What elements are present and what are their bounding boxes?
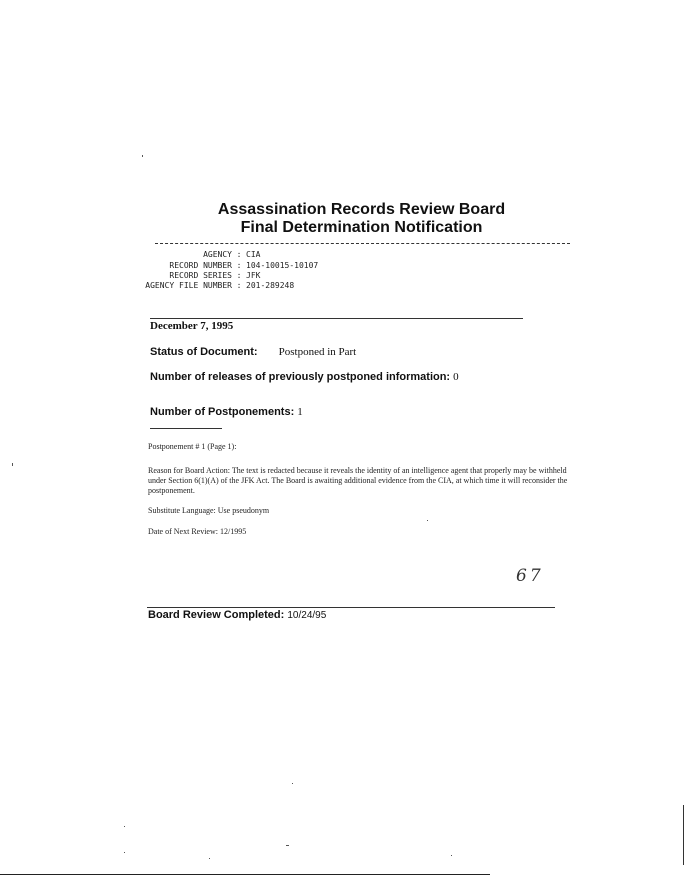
postponement-heading: Postponement # 1 (Page 1): [148, 442, 237, 451]
status-label: Status of Document: [150, 346, 258, 358]
scan-speck [427, 520, 428, 521]
document-date: December 7, 1995 [150, 320, 234, 332]
postponements-label: Number of Postponements: [150, 406, 295, 418]
handwritten-page-number: 67 [516, 566, 544, 586]
status-row [150, 346, 356, 358]
record-agency-value: CIA [246, 250, 261, 259]
record-agency-row: AGENCY : CIA [122, 249, 260, 260]
releases-value: 0 [453, 371, 459, 383]
scan-speck [292, 783, 293, 784]
document-title: Assassination Records Review Board [217, 201, 506, 218]
date-rule [150, 318, 523, 319]
record-agency-label: AGENCY [203, 250, 232, 259]
postponement-reason: Reason for Board Action: The text is redacted because it reveals the identity of an intelligence agent that properly may be withheld under Section 6(1)(A) of the JFK Act. The Board is awaiting additional evidence from the CIA, at which time it will reconsider the postponement. [148, 466, 568, 495]
record-series-label: RECORD SERIES [169, 271, 232, 280]
status-value: Postponed in Part [278, 346, 357, 358]
record-series-row: RECORD SERIES : JFK [122, 270, 260, 281]
scan-speck [142, 155, 143, 157]
scan-speck [451, 855, 452, 856]
scan-speck [286, 845, 289, 846]
document-subtitle: Final Determination Notification [240, 219, 483, 236]
scan-speck [124, 826, 125, 827]
substitute-language: Substitute Language: Use pseudonym [148, 506, 270, 515]
dashed-divider [155, 243, 570, 244]
agency-file-number-value: 201-289248 [246, 281, 295, 290]
next-review-date: Date of Next Review: 12/1995 [148, 527, 247, 536]
scan-right-edge [683, 805, 684, 865]
record-number-value: 104-10015-10107 [246, 261, 319, 270]
record-series-value: JFK [246, 271, 261, 280]
review-completed-value: 10/24/95 [287, 610, 327, 621]
scan-speck [124, 852, 125, 853]
review-rule [147, 607, 555, 608]
releases-label: Number of releases of previously postponed information: [150, 371, 451, 383]
agency-file-number-row: AGENCY FILE NUMBER : 201-289248 [122, 280, 294, 291]
postponement-rule [150, 428, 222, 429]
scan-bottom-edge [0, 874, 490, 875]
postponements-row [150, 406, 303, 418]
scan-speck [12, 463, 13, 466]
scan-speck [209, 858, 210, 859]
review-completed-row [148, 609, 326, 621]
postponements-value: 1 [297, 406, 303, 418]
record-number-row: RECORD NUMBER : 104-10015-10107 [122, 260, 318, 271]
agency-file-number-label: AGENCY FILE NUMBER [145, 281, 232, 290]
review-completed-label: Board Review Completed: [148, 609, 285, 621]
record-number-label: RECORD NUMBER [169, 261, 232, 270]
releases-row [150, 371, 459, 383]
